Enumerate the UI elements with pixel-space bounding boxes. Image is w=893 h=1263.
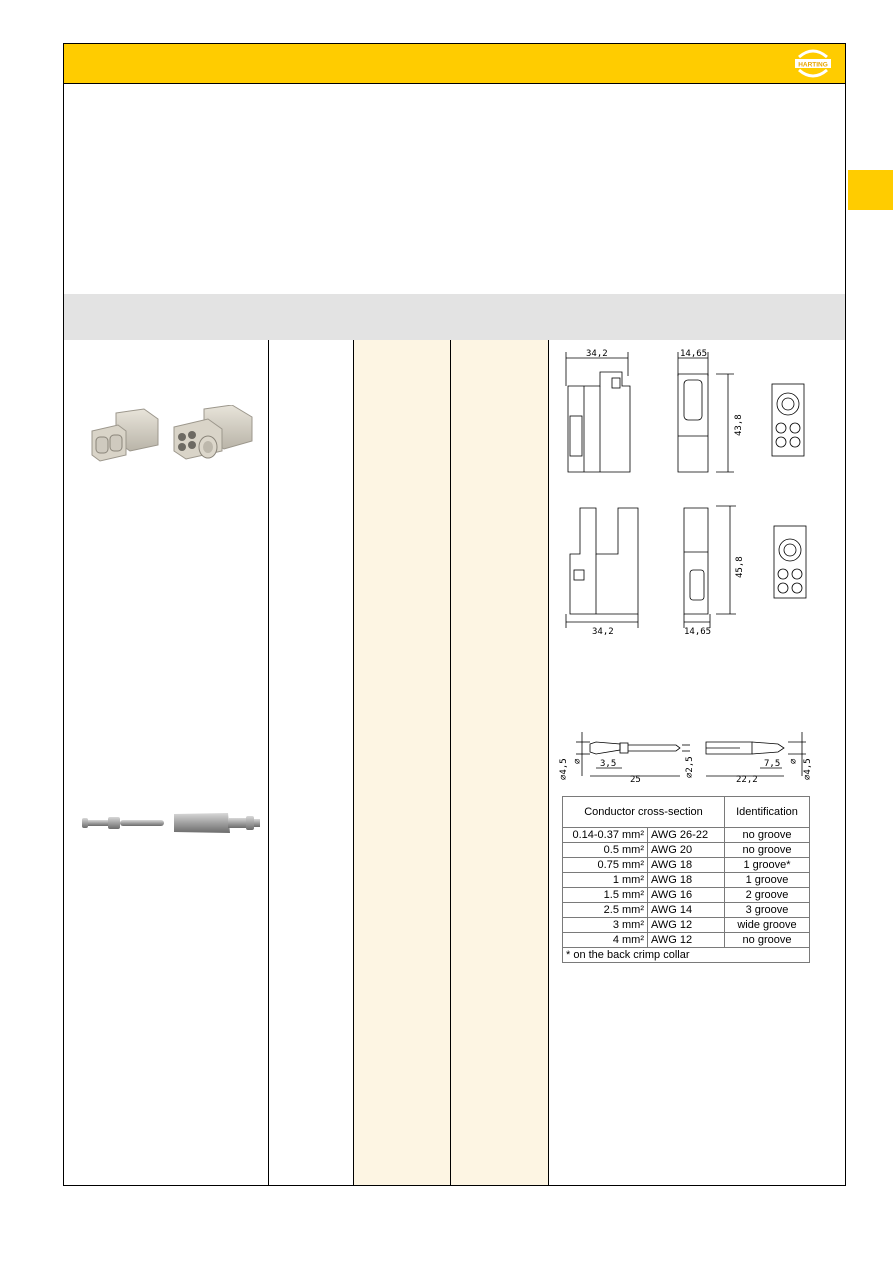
awg-cell: AWG 12 [648,933,725,948]
cross-section-cell: 0.14-0.37 mm² [563,828,648,843]
identification-header: Identification [725,797,810,828]
table-footnote: * on the back crimp collar [563,948,810,963]
section-tab [848,170,893,210]
identification-cell: 1 groove [725,873,810,888]
identification-cell: 3 groove [725,903,810,918]
awg-cell: AWG 18 [648,873,725,888]
column-divider [548,340,549,1186]
cross-section-cell: 2.5 mm² [563,903,648,918]
cross-section-cell: 1 mm² [563,873,648,888]
svg-text:3,5: 3,5 [600,759,617,769]
identification-cell: wide groove [725,918,810,933]
svg-text:25: 25 [630,775,641,784]
svg-text:43,8: 43,8 [734,414,744,436]
svg-text:∅: ∅ [789,758,799,764]
svg-text:22,2: 22,2 [736,775,758,784]
table-row [563,888,810,903]
identification-cell: no groove [725,933,810,948]
top-insert-drawing [556,346,816,476]
awg-cell: AWG 14 [648,903,725,918]
table-header-row [563,797,810,828]
table-footnote-row [563,948,810,963]
conductor-identification-table [562,796,810,963]
highlight-columns [354,340,549,1185]
table-row [563,858,810,873]
identification-cell: no groove [725,843,810,858]
crimp-contact-drawing [556,728,816,784]
table-header-band [64,294,845,340]
identification-cell: no groove [725,828,810,843]
table-row [563,828,810,843]
cross-section-cell: 0.5 mm² [563,843,648,858]
svg-text:14,65: 14,65 [684,627,712,637]
cross-section-header: Conductor cross-section [563,797,725,828]
table-row [563,918,810,933]
column-divider [268,340,269,1186]
table-row [563,933,810,948]
awg-cell: AWG 20 [648,843,725,858]
awg-cell: AWG 18 [648,858,725,873]
svg-text:∅: ∅ [573,758,583,764]
cross-section-cell: 0.75 mm² [563,858,648,873]
identification-cell: 1 groove* [725,858,810,873]
cross-section-cell: 3 mm² [563,918,648,933]
svg-text:14,65: 14,65 [680,349,708,359]
svg-text:7,5: 7,5 [764,759,781,769]
svg-text:∅4,5: ∅4,5 [803,758,813,780]
awg-cell: AWG 26-22 [648,828,725,843]
identification-cell: 2 groove [725,888,810,903]
svg-text:∅4,5: ∅4,5 [559,758,569,780]
bottom-insert-drawing [556,496,816,638]
awg-cell: AWG 12 [648,918,725,933]
cross-section-cell: 1.5 mm² [563,888,648,903]
column-divider [450,340,451,1186]
table-row [563,843,810,858]
table-row [563,903,810,918]
table-row [563,873,810,888]
column-divider [353,340,354,1186]
cross-section-cell: 4 mm² [563,933,648,948]
svg-text:∅2,5: ∅2,5 [685,756,695,778]
svg-text:HARTING: HARTING [798,61,828,69]
svg-text:45,8: 45,8 [735,556,745,578]
connector-insert-photo [82,405,264,465]
svg-text:34,2: 34,2 [592,627,614,637]
awg-cell: AWG 16 [648,888,725,903]
svg-text:34,2: 34,2 [586,349,608,359]
crimp-contact-photo [80,808,262,838]
